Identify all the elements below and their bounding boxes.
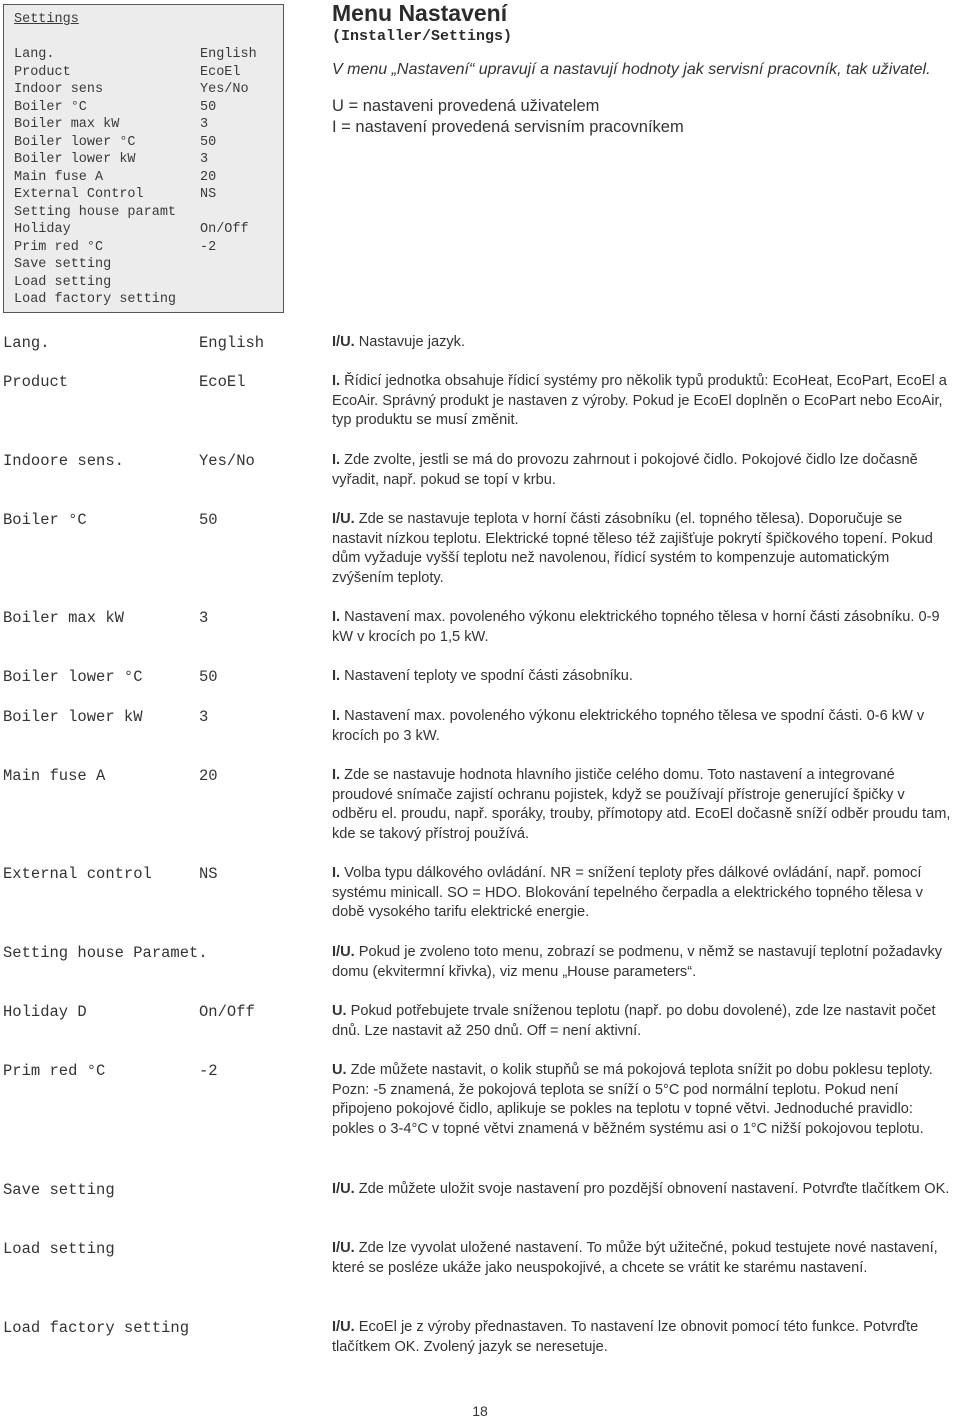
setting-value: English xyxy=(199,334,265,352)
setting-text: Nastavení max. povoleného výkonu elektrického topného tělesa ve spodní části. 0-6 kW v krocích po 3 kW. xyxy=(332,708,925,744)
menu-row xyxy=(14,151,283,169)
setting-label: Load setting xyxy=(3,1240,115,1258)
menu-row-value: 3 xyxy=(200,152,209,167)
setting-description xyxy=(332,667,952,687)
setting-description xyxy=(332,1180,952,1200)
setting-description xyxy=(332,1061,952,1140)
menu-row-value: Yes/No xyxy=(200,82,249,97)
setting-access-code: I. xyxy=(332,609,341,625)
setting-value: 50 xyxy=(199,511,218,529)
setting-value: 50 xyxy=(199,668,218,686)
menu-row-label: Prim red °C xyxy=(14,239,104,255)
setting-text: Zde lze vyvolat uložené nastavení. To může být užitečné, pokud testujete nové nastavení, které se posléze ukáže jako neuspokojivé, a chcete se vrátit ke starému nastavení. xyxy=(332,1240,938,1276)
setting-access-code: I/U. xyxy=(332,1319,355,1335)
setting-value: -2 xyxy=(199,1062,218,1080)
setting-text: Pokud potřebujete trvale sníženou teplotu (např. po dobu dovolené), zde lze nastavit počet dnů. Lze nastavit až 250 dnů. Off = není aktivní. xyxy=(332,1003,936,1039)
setting-label: Boiler max kW xyxy=(3,609,124,627)
legend-installer: I = nastavení provedená servisním pracovníkem xyxy=(332,118,684,136)
setting-label: Indoore sens. xyxy=(3,452,124,470)
setting-label: Product xyxy=(3,373,69,391)
setting-description xyxy=(332,333,952,353)
setting-access-code: I/U. xyxy=(332,334,355,350)
setting-access-code: I. xyxy=(332,373,341,389)
setting-description xyxy=(332,510,952,589)
setting-text: Zde se nastavuje teplota v horní části zásobníku (el. topného tělesa). Doporučuje se nastavit nízkou teplotu. Elektrické topné těleso též zajišťuje pokrytí špičkového topení. Pokud dům vyžaduje vyšší teplotu než navolenou, řídicí systém to kompenzuje automatickým zvýšením teploty. xyxy=(332,511,933,587)
setting-description xyxy=(332,943,952,982)
setting-text: Volba typu dálkového ovládání. NR = snížení teploty přes dálkové ovládání, např. pomocí systému minicall. SO = HDO. Blokování tepelného čerpadla a elektrického topného tělesa v době vysokého tarifu elektrické energie. xyxy=(332,865,923,921)
setting-value: On/Off xyxy=(199,1003,255,1021)
setting-access-code: I/U. xyxy=(332,944,355,960)
setting-label: Boiler lower °C xyxy=(3,668,143,686)
setting-description xyxy=(332,1002,952,1041)
setting-description xyxy=(332,707,952,746)
menu-row-label: Load factory setting xyxy=(14,292,177,307)
setting-text: Nastavuje jazyk. xyxy=(358,334,466,350)
menu-row-value: 50 xyxy=(200,99,217,115)
menu-row-label: Holiday xyxy=(14,222,71,237)
menu-row xyxy=(14,221,283,239)
menu-row-label: Boiler max kW xyxy=(14,117,120,132)
setting-access-code: U. xyxy=(332,1062,347,1078)
menu-row xyxy=(14,256,283,274)
menu-row-label: Main fuse A xyxy=(14,169,104,185)
setting-label: Main fuse A xyxy=(3,767,106,785)
page-subtitle: (Installer/Settings) xyxy=(332,28,513,45)
setting-label: Load factory setting xyxy=(3,1319,190,1337)
heading-area xyxy=(332,0,957,138)
setting-value: 3 xyxy=(199,708,209,726)
menu-row-value: On/Off xyxy=(200,222,249,237)
setting-value: NS xyxy=(199,865,218,883)
menu-box-title: Settings xyxy=(14,12,79,27)
menu-row-value: 20 xyxy=(200,169,217,185)
menu-row xyxy=(14,64,283,82)
setting-value: Yes/No xyxy=(199,452,255,470)
settings-menu-display xyxy=(3,4,284,313)
setting-text: Zde můžete nastavit, o kolik stupňů se má pokojová teplota snížit po dobu poklesu teploty. Pozn: -5 znamená, že pokojová teplota se sníží o 5°C pod normální teplotu. Pokud není připojeno pokojové čidlo, aplikuje se pokles na teplotu v topné větvi. Jednoduché pravidlo: pokles o 3-4°C v topné větvi znamená v běžném systému asi o 1°C nižší pokojovou teplotu. xyxy=(332,1062,933,1138)
menu-row-label: Boiler lower kW xyxy=(14,152,136,167)
setting-label: Holiday D xyxy=(3,1003,87,1021)
menu-row-label: Indoor sens xyxy=(14,82,104,97)
setting-access-code: I/U. xyxy=(332,1181,355,1197)
menu-row-label: Load setting xyxy=(14,274,112,290)
setting-value: 20 xyxy=(199,767,218,785)
menu-row-value: EcoEl xyxy=(200,64,241,80)
menu-row-label: External Control xyxy=(14,187,144,202)
setting-text: Zde se nastavuje hodnota hlavního jističe celého domu. Toto nastavení a integrované proudové snímače zajistí ochranu pojistek, když se používají přístroje generující špičky v odběru el. proudu, např. sporáky, trouby, přímotopy atd. EcoEl dočasně sníží odběr proudu tam, kde se takový přístroj používá. xyxy=(332,767,951,843)
setting-text: Zde můžete uložit svoje nastavení pro pozdější obnovení nastavení. Potvrďte tlačítkem OK. xyxy=(358,1181,950,1197)
setting-label: External control xyxy=(3,865,152,883)
menu-row-value: 3 xyxy=(200,117,209,132)
setting-access-code: I. xyxy=(332,708,341,724)
menu-row-value: English xyxy=(200,47,257,62)
menu-row xyxy=(14,204,283,222)
menu-row xyxy=(14,239,283,257)
setting-label: Save setting xyxy=(3,1181,115,1199)
setting-description xyxy=(332,1318,952,1357)
page-number: 18 xyxy=(472,1403,488,1419)
setting-label: Boiler lower kW xyxy=(3,708,143,726)
setting-description xyxy=(332,372,952,431)
menu-row-value: 50 xyxy=(200,134,217,150)
setting-text: Zde zvolte, jestli se má do provozu zahrnout i pokojové čidlo. Pokojové čidlo lze dočasně vyřadit, např. pokud se topí v krbu. xyxy=(332,452,918,488)
menu-row-label: Setting house paramt xyxy=(14,204,177,220)
intro-text: V menu „Nastavení“ upravují a nastavují hodnoty jak servisní pracovník, tak uživatel. xyxy=(332,61,931,78)
setting-value: 3 xyxy=(199,609,209,627)
setting-text: Pokud je zvoleno toto menu, zobrazí se podmenu, v němž se nastavují teplotní požadavky domu (ekvitermní křivka), viz menu „House parameters“. xyxy=(332,944,943,980)
menu-row-label: Save setting xyxy=(14,257,112,272)
setting-description xyxy=(332,766,952,845)
menu-row xyxy=(14,134,283,152)
setting-access-code: I/U. xyxy=(332,1240,355,1256)
menu-row xyxy=(14,169,283,187)
menu-row-value: -2 xyxy=(200,239,217,255)
setting-label: Lang. xyxy=(3,334,50,352)
menu-row-label: Boiler °C xyxy=(14,99,87,115)
legend-user: U = nastaveni provedená uživatelem xyxy=(332,97,600,115)
setting-access-code: I/U. xyxy=(332,511,355,527)
menu-row xyxy=(14,99,283,117)
menu-row xyxy=(14,186,283,204)
page-title: Menu Nastavení xyxy=(332,0,508,26)
setting-text: Nastavení teploty ve spodní části zásobníku. xyxy=(344,668,633,684)
menu-row xyxy=(14,116,283,134)
setting-description xyxy=(332,1239,952,1278)
setting-text: Nastavení max. povoleného výkonu elektrického topného tělesa v horní části zásobníku. 0-9 kW v krocích po 1,5 kW. xyxy=(332,609,940,645)
menu-row xyxy=(14,291,283,309)
setting-description xyxy=(332,451,952,490)
setting-text: EcoEl je z výroby přednastaven. To nastavení lze obnovit pomocí této funkce. Potvrďte tlačítkem OK. Zvolený jazyk se neresetuje. xyxy=(332,1319,919,1355)
menu-row-label: Boiler lower °C xyxy=(14,134,136,150)
menu-row xyxy=(14,274,283,292)
menu-row-label: Lang. xyxy=(14,47,55,62)
setting-label: Setting house Paramet. xyxy=(3,944,208,962)
menu-row-label: Product xyxy=(14,64,71,80)
setting-access-code: I. xyxy=(332,865,341,881)
menu-row xyxy=(14,46,283,64)
setting-access-code: I. xyxy=(332,452,341,468)
setting-description xyxy=(332,864,952,923)
menu-row xyxy=(14,81,283,99)
setting-access-code: I. xyxy=(332,668,341,684)
setting-value: EcoEl xyxy=(199,373,246,391)
setting-description xyxy=(332,608,952,647)
setting-label: Prim red °C xyxy=(3,1062,106,1080)
setting-text: Řídicí jednotka obsahuje řídicí systémy pro několik typů produktů: EcoHeat, EcoPart, EcoEl a EcoAir. Správný produkt je nastaven z výroby. Pokud je EcoEl doplněn o EcoPart nebo EcoAir, typ produktu se musí změnit. xyxy=(332,373,947,429)
menu-row-value: NS xyxy=(200,187,217,202)
setting-access-code: I. xyxy=(332,767,341,783)
setting-label: Boiler °C xyxy=(3,511,87,529)
setting-access-code: U. xyxy=(332,1003,347,1019)
